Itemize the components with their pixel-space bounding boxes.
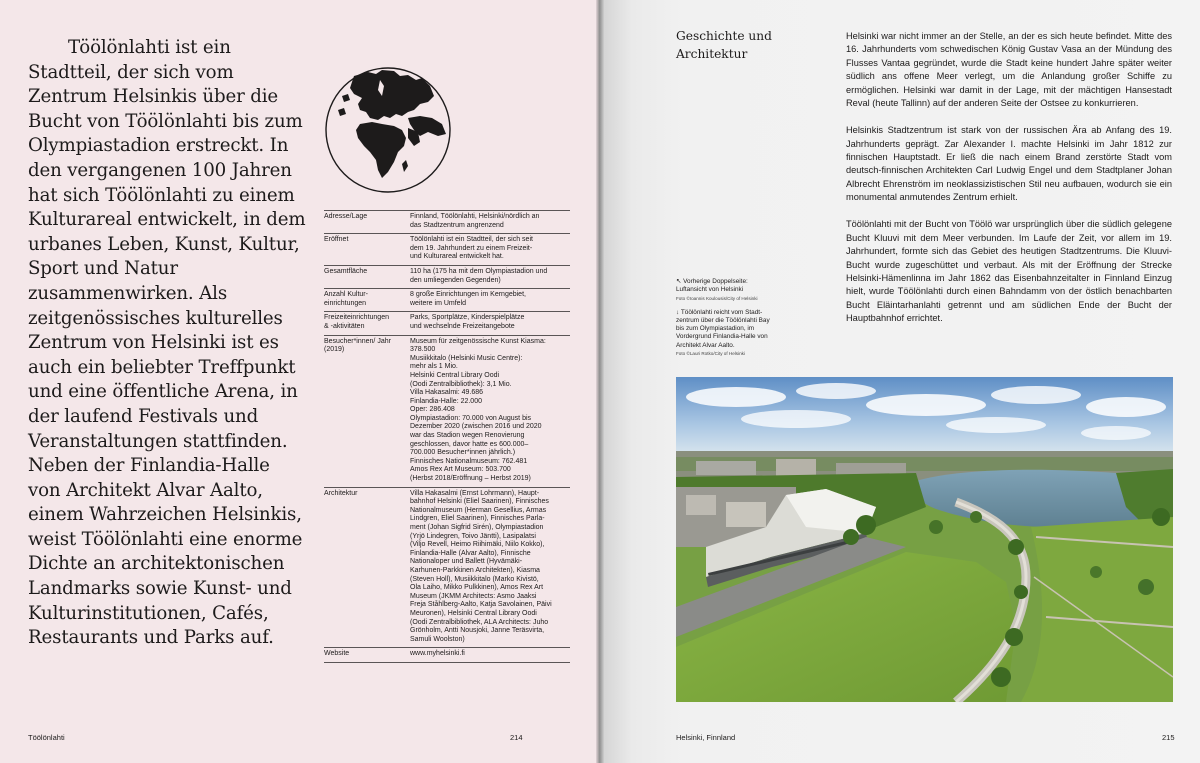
photo-captions [676, 278, 816, 364]
facts-row [324, 648, 570, 663]
facts-label: Gesamtfläche [324, 265, 410, 288]
paragraph: Töölönlahti mit der Bucht von Töölö war ursprünglich über die südlich gelegene Bucht Kluuvi mit dem Meer verbunden. Im Laufe der Zeit, vor allem im 19. Jahrhundert, formte sich das Gebiet des heutigen Stadtzentrums. Die Kluuvi-Bucht wurde zugeschüttet und verbaut. Als mit der Eröffnung der Strecke Helsinki-Hämenlinna im Jahr 1862 das Eisenbahnzeitalter in Finnland Einzug hielt, wurde Töölönlahti durch einen Bahndamm von der östlich benachbarten Bucht Eläintarhanlahti getrennt und am südlichen Ende der Bucht der Hauptbahnhof errichtet. [846, 219, 1172, 324]
intro-paragraph: Töölönlahti ist ein Stadtteil, der sich vom Zentrum Helsinkis über die Bucht von Töölönlahti bis zum Olympiastadion erstreckt. In den vergangenen 100 Jahren hat sich Töölönlahti zu einem Kulturareal entwickelt, in dem urbanes Leben, Kunst, Kultur, Sport und Natur zusammenwirken. Als zeitgenössisches kulturelles Zentrum von Helsinki ist es auch ein beliebter Treffpunkt und eine öffentliche Arena, in der laufend Festivals und Veranstaltungen stattfinden. Neben der Finlandia-Halle von Architekt Alvar Aalto, einem Wahrzeichen Helsinkis, weist Töölönlahti eine enorme Dichte an architektonischen Landmarks sowie Kunst- und Kulturinstitutionen, Cafés, Restaurants und Parks auf. [28, 37, 306, 649]
footer-title-right: Helsinki, Finnland [676, 733, 736, 742]
facts-row [324, 335, 570, 487]
paragraph: Helsinkis Stadtzentrum ist stark von der russischen Ära ab Anfang des 19. Jahrhunderts geprägt. Zar Alexander I. machte Helsinki im Jahr 1812 zur finnischen Hauptstadt. Er ließ die nach einem Brand zerstörte Stadt vom deutsch-finnischen Architekten Carl Ludwig Engel und dem Stadtplaner Johan Albrecht Ehrenström im neoklassizistischen Stil neu aufbauen, wodurch sie ein monumental anmutendes Zentrum erhielt. [846, 125, 1172, 203]
facts-row [324, 265, 570, 288]
facts-row [324, 234, 570, 266]
page-number-right: 215 [1162, 733, 1175, 742]
facts-row [324, 289, 570, 312]
facts-value: Villa Hakasalmi (Ernst Lohrmann), Haupt- bahnhof Helsinki (Eliel Saarinen), Finnisches Nationalmuseum (Herman Gesellius, Armas Lindgren, Eliel Saarinen), Finnisches Parla- ment (Johan Sigfrid Sirén), Olympiastadion (Yrjö Lindegren, Toivo Jäntti), Lasipalatsi (Viljo Revell, Heimo Riihimäki, Niilo Kokko), Finlandia-Halle (Alvar Aalto), Finnische Nationaloper und Ballett (Hyvämäki- Karhunen-Parkkinen Architekten), Kiasma (Steven Holl), Musiikkitalo (Marko Kivistö, Ola Laiho, Mikko Pulkkinen), Amos Rex Art Museum (JKMM Architects: Asmo Jaaksi Freja Ståhlberg-Aalto, Katja Savolainen, Päivi Meuronen), Helsinki Central Library Oodi (Oodi Zentralbibliothek, ALA Architects: Juho Grönholm, Antti Nousjoki, Janne Teräsvirta, Samuli Woolston) [410, 487, 570, 648]
facts-value: Parks, Sportplätze, Kinderspielplätze und wechselnde Freizeitangebote [410, 312, 570, 335]
facts-label: Anzahl Kultur- einrichtungen [324, 289, 410, 312]
gutter [596, 0, 604, 763]
website-value: www.myhelsinki.fi [410, 648, 570, 663]
caption-text: ↖ Vorherige Doppelseite: Luftansicht von Helsinki [676, 278, 748, 294]
facts-label: Besucher*innen/ Jahr (2019) [324, 335, 410, 487]
paragraph: Helsinki war nicht immer an der Stelle, an der es sich heute befindet. Mitte des 16. Jahrhunderts vom schwedischen König Gustav Vasa an der Mündung des Flusses Vantaa gegründet, wurde die Stadt keine hundert Jahre später weiter südlich ans offene Meer verlegt, um die Anlandung großer Schiffe zu ermöglichen. Helsinki war damit in der Lage, mit der mächtigen Hansestadt Reval (heute Tallinn) auf der anderen Seite der Ostsee zu konkurrieren. [846, 31, 1172, 109]
facts-label: Adresse/Lage [324, 211, 410, 234]
facts-table [324, 210, 570, 663]
facts-row [324, 211, 570, 234]
facts-value: Finnland, Töölönlahti, Helsinki/nördlich an das Stadtzentrum angrenzend [410, 211, 570, 234]
section-heading: Geschichte und Architektur [676, 29, 772, 61]
facts-label: Website [324, 648, 410, 663]
left-page [0, 0, 598, 763]
page-number-left: 214 [510, 733, 523, 742]
globe-icon [324, 66, 452, 194]
body-text [846, 30, 1172, 339]
facts-value: 8 große Einrichtungen im Kerngebiet, weitere im Umfeld [410, 289, 570, 312]
facts-value: Museum für zeitgenössische Kunst Kiasma: 378.500 Musiikkitalo (Helsinki Music Centre): mehr als 1 Mio. Helsinki Central Library Oodi (Oodi Zentralbibliothek): 3,1 Mio. Villa Hakasalmi: 49.686 Finlandia-Halle: 22.000 Oper: 286.408 Olympiastadion: 70.000 von August bis Dezember 2020 (zwischen 2016 und 2020 war das Stadion wegen Renovierung geschlossen, davor hatte es 600.000– 700.000 Besucher*innen jährlich.) Finnisches Nationalmuseum: 762.481 Amos Rex Art Museum: 503.700 (Herbst 2018/Eröffnung – Herbst 2019) [410, 335, 570, 487]
facts-value: Töölönlahti ist ein Stadtteil, der sich seit dem 19. Jahrhundert zu einem Freizeit- und Kulturareal entwickelt hat. [410, 234, 570, 266]
intro-text [28, 36, 306, 651]
facts-value: 110 ha (175 ha mit dem Olympiastadion und den umliegenden Gegenden) [410, 265, 570, 288]
aerial-photo [676, 377, 1173, 702]
caption [676, 309, 816, 357]
caption-text: ↓ Töölönlahti reicht vom Stadt- zentrum über die Töölönlahti Bay bis zum Olympiastadion, im Vordergrund Finlandia-Halle von Architekt Alvar Aalto. [676, 308, 770, 349]
facts-label: Freizeiteinrichtungen & -aktivitäten [324, 312, 410, 335]
facts-label: Architektur [324, 487, 410, 648]
footer-title-left: Töölönlahti [28, 733, 65, 742]
facts-row [324, 487, 570, 648]
caption [676, 278, 816, 302]
facts-label: Eröffnet [324, 234, 410, 266]
photo-credit: Foto ©Lauri Rotko/City of Helsinki [676, 351, 745, 357]
photo-credit: Foto ©Ioannis Koulousis/City of Helsinki [676, 295, 758, 301]
facts-row [324, 312, 570, 335]
